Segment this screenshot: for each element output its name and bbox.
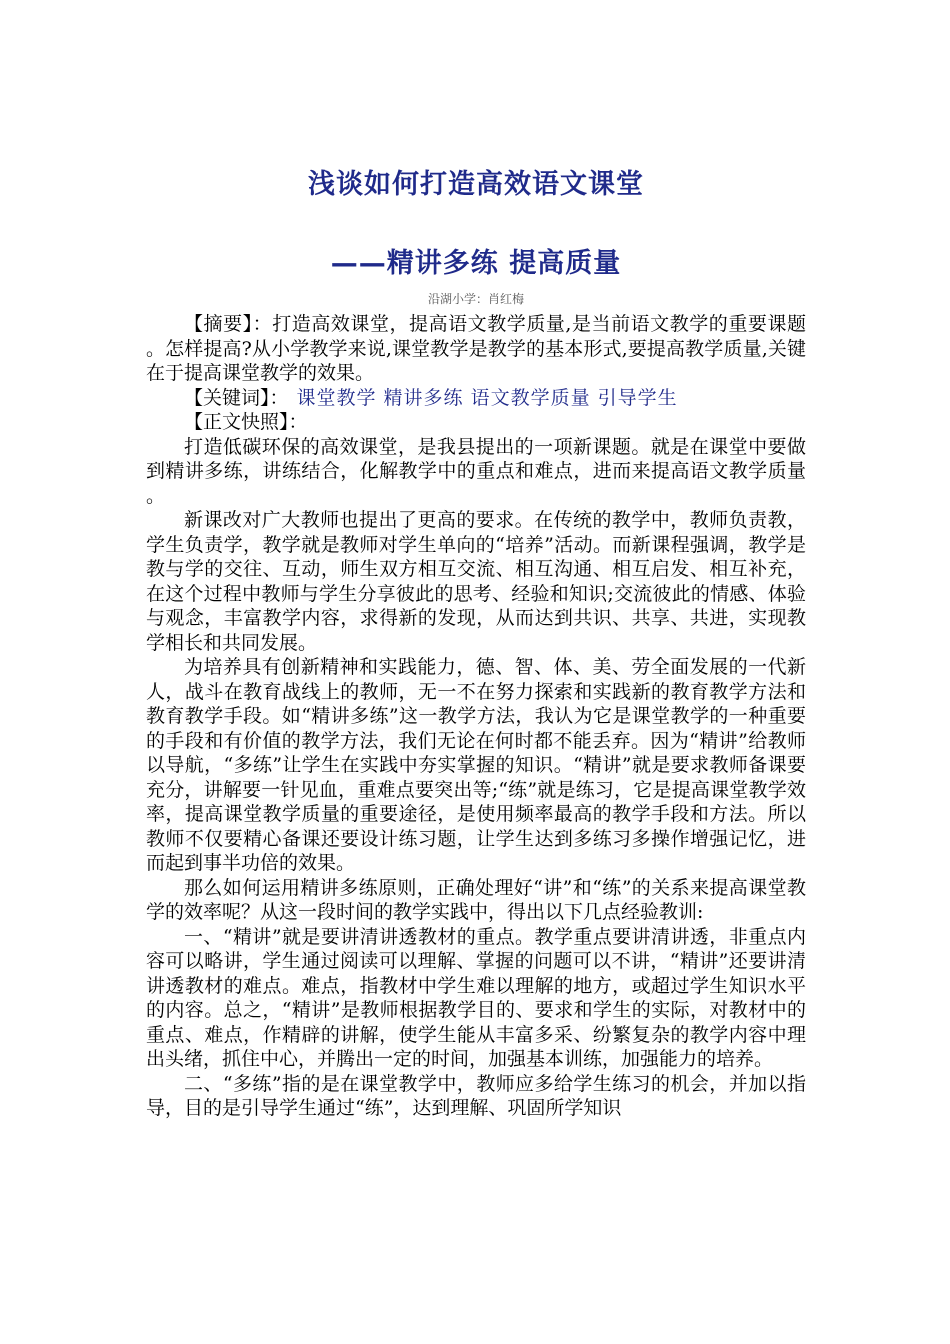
body-paragraph: 打造低碳环保的高效课堂，是我县提出的一项新课题。就是在课堂中要做到精讲多练，讲练结合，化解教学中的重点和难点，进而来提高语文教学质量。: [146, 435, 806, 507]
keywords-paragraph: [146, 386, 806, 411]
body-paragraph: 那么如何运用精讲多练原则，正确处理好“讲”和“练”的关系来提高课堂教学的效率呢？从这一段时间的教学实践中，得出以下几点经验教训:: [146, 876, 806, 923]
abstract-paragraph: [146, 312, 806, 386]
body-paragraph: 为培养具有创新精神和实践能力，德、智、体、美、劳全面发展的一代新人，战斗在教育战线上的教师，无一不在努力探索和实践新的教育教学方法和教育教学手段。如“精讲多练”这一教学方法，我认为它是课堂教学的一种重要的手段和有价值的教学方法，我们无论在何时都不能丢弃。因为“精讲”给教师以导航，“多练”让学生在实践中夯实掌握的知识。“精讲”就是要求教师备课要充分，讲解要一针见血，重难点要突出等;“练”就是练习，它是提高课堂教学效率，提高课堂教学质量的重要途径，是使用频率最高的教学手段和方法。所以教师不仅要精心备课还要设计练习题，让学生达到多练习多操作增强记忆，进而起到事半功倍的效果。: [146, 656, 806, 874]
author-line: 沿湖小学：肖红梅: [427, 292, 524, 306]
body-paragraph: 一、“精讲”就是要讲清讲透教材的重点。教学重点要讲清讲透，非重点内容可以略讲，学生通过阅读可以理解、掌握的问题可以不讲，“精讲”还要讲清讲透教材的难点。难点，指教材中学生难以理解的地方，或超过学生知识水平的内容。总之，“精讲”是教师根据教学目的、要求和学生的实际，对教材中的重点、难点，作精辟的讲解，使学生能从丰富多采、纷繁复杂的教学内容中理出头绪，抓住中心，并腾出一定的时间，加强基本训练，加强能力的培养。: [146, 925, 806, 1070]
document-subtitle: ——精讲多练 提高质量: [330, 248, 622, 279]
body-label: 【正文快照】：: [184, 411, 308, 433]
document-body: [146, 312, 806, 1121]
keywords-label: 【关键词】：: [184, 386, 289, 409]
body-paragraph: 新课改对广大教师也提出了更高的要求。在传统的教学中，教师负责教，学生负责学，教学就是教师对学生单向的“培养”活动。而新课程强调，教学是教与学的交往、互动，师生双方相互交流、相互沟通、相互启发、相互补充，在这个过程中教师与学生分享彼此的思考、经验和知识;交流彼此的情感、体验与观念，丰富教学内容，求得新的发现，从而达到共识、共享、共进，实现教学相长和共同发展。: [146, 509, 806, 654]
abstract-text: 打造高效课堂，提高语文教学质量,是当前语文教学的重要课题。怎样提高?从小学教学来说,课堂教学是教学的基本形式,要提高教学质量,关键在于提高课堂教学的效果。: [146, 313, 806, 384]
abstract-label: 【摘要】：: [184, 313, 273, 335]
body-paragraph: 二、“多练”指的是在课堂教学中，教师应多给学生练习的机会，并加以指导，目的是引导学生通过“练”，达到理解、巩固所学知识: [146, 1072, 806, 1119]
document-title: 浅谈如何打造高效语文课堂: [308, 169, 644, 200]
keywords-text: 课堂教学 精讲多练 语文教学质量 引导学生: [296, 386, 678, 409]
